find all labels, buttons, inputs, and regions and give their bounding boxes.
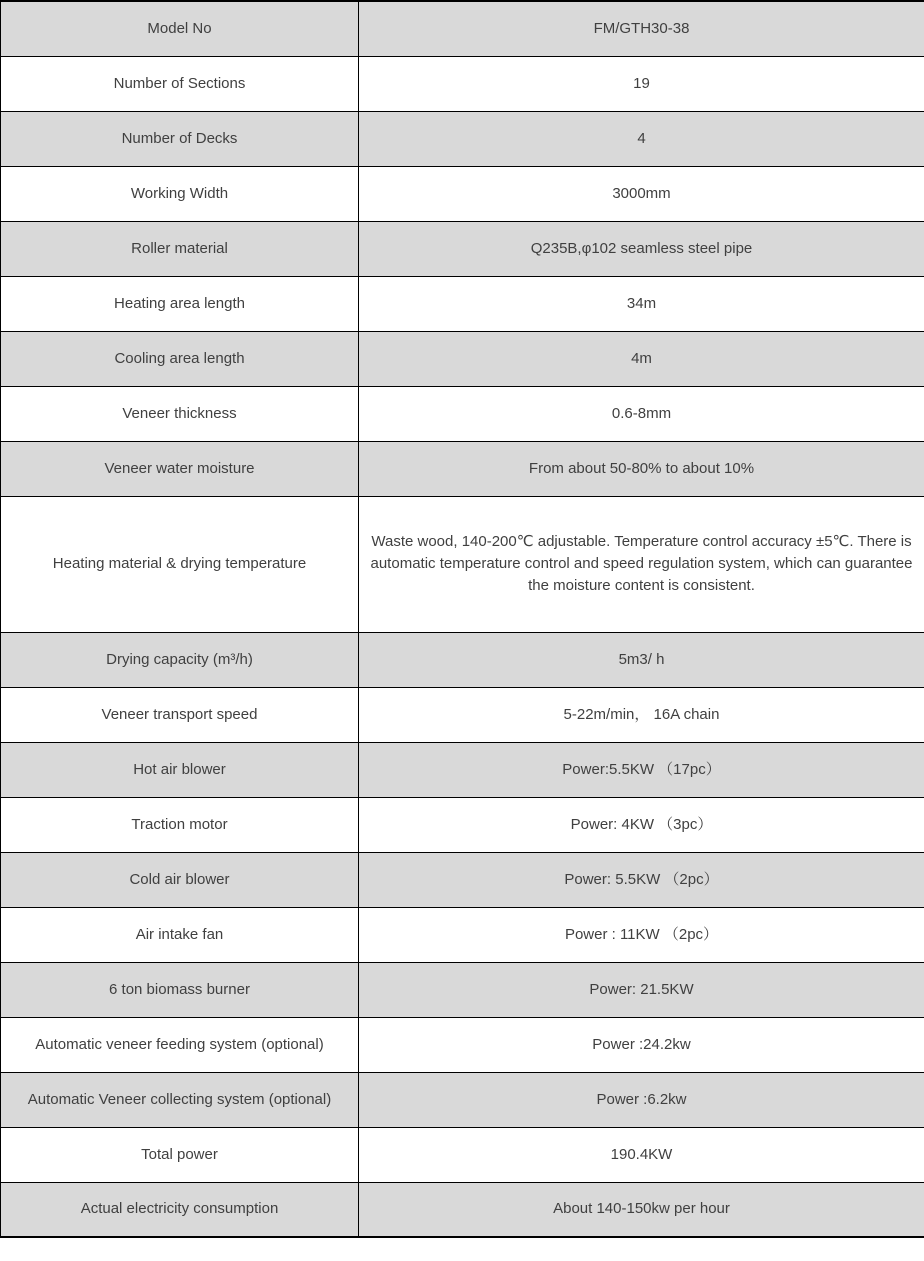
spec-value-cell: Q235B,φ102 seamless steel pipe [359, 221, 924, 276]
table-row [1, 111, 924, 166]
table-row [1, 962, 924, 1017]
spec-label-cell: Actual electricity consumption [1, 1182, 359, 1237]
spec-label-cell: Veneer thickness [1, 386, 359, 441]
spec-label-cell: Cooling area length [1, 331, 359, 386]
table-row [1, 1072, 924, 1127]
spec-value-cell: 3000mm [359, 166, 924, 221]
spec-label-cell: Number of Sections [1, 56, 359, 111]
spec-label-cell: Drying capacity (m³/h) [1, 632, 359, 687]
table-row [1, 221, 924, 276]
spec-value-cell: Power: 4KW （3pc） [359, 797, 924, 852]
table-row [1, 276, 924, 331]
table-row [1, 1182, 924, 1237]
spec-label-cell: Total power [1, 1127, 359, 1182]
table-row [1, 1017, 924, 1072]
table-row [1, 56, 924, 111]
spec-value-cell: 190.4KW [359, 1127, 924, 1182]
spec-label-cell: Automatic veneer feeding system (optional) [1, 1017, 359, 1072]
spec-label-cell: Automatic Veneer collecting system (optional) [1, 1072, 359, 1127]
spec-value-cell: Power: 21.5KW [359, 962, 924, 1017]
spec-value-cell: 5-22m/min， 16A chain [359, 687, 924, 742]
table-row [1, 632, 924, 687]
spec-label-cell: Heating area length [1, 276, 359, 331]
spec-label-cell: 6 ton biomass burner [1, 962, 359, 1017]
table-row [1, 496, 924, 632]
spec-value-cell: Power :6.2kw [359, 1072, 924, 1127]
table-row [1, 742, 924, 797]
spec-value-cell: FM/GTH30-38 [359, 1, 924, 56]
spec-label-cell: Heating material & drying temperature [1, 496, 359, 632]
spec-value-cell: 0.6-8mm [359, 386, 924, 441]
spec-value-cell: 5m3/ h [359, 632, 924, 687]
spec-value-cell: Power :24.2kw [359, 1017, 924, 1072]
spec-value-cell: Waste wood, 140-200℃ adjustable. Temperature control accuracy ±5℃. There is automatic temperature control and speed regulation system, which can guarantee the moisture content is consistent. [359, 496, 924, 632]
table-row [1, 907, 924, 962]
table-row [1, 797, 924, 852]
spec-label-cell: Cold air blower [1, 852, 359, 907]
spec-value-cell: Power:5.5KW （17pc） [359, 742, 924, 797]
spec-label-cell: Hot air blower [1, 742, 359, 797]
table-row [1, 1127, 924, 1182]
spec-label-cell: Working Width [1, 166, 359, 221]
spec-value-cell: From about 50-80% to about 10% [359, 441, 924, 496]
table-row [1, 386, 924, 441]
table-row [1, 852, 924, 907]
spec-label-cell: Air intake fan [1, 907, 359, 962]
spec-label-cell: Traction motor [1, 797, 359, 852]
spec-value-cell: 34m [359, 276, 924, 331]
spec-value-cell: 4m [359, 331, 924, 386]
table-row [1, 1, 924, 56]
spec-label-cell: Veneer transport speed [1, 687, 359, 742]
table-row [1, 331, 924, 386]
spec-label-cell: Veneer water moisture [1, 441, 359, 496]
spec-value-cell: Power : 11KW （2pc） [359, 907, 924, 962]
table-row [1, 687, 924, 742]
spec-value-cell: Power: 5.5KW （2pc） [359, 852, 924, 907]
spec-label-cell: Roller material [1, 221, 359, 276]
spec-label-cell: Model No [1, 1, 359, 56]
table-row [1, 166, 924, 221]
spec-value-cell: 19 [359, 56, 924, 111]
spec-table-body [1, 1, 924, 1237]
table-row [1, 441, 924, 496]
spec-value-cell: About 140-150kw per hour [359, 1182, 924, 1237]
spec-label-cell: Number of Decks [1, 111, 359, 166]
spec-value-cell: 4 [359, 111, 924, 166]
